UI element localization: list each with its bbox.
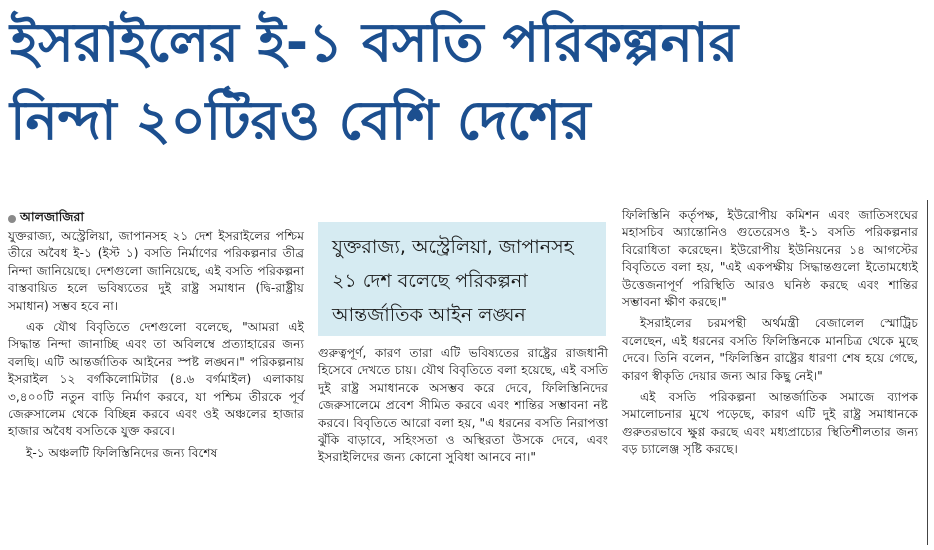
article-column-2 [318, 345, 608, 471]
paragraph: ফিলিস্তিনি কর্তৃপক্ষ, ইউরোপীয় কমিশন এবং জাতিসংঘের মহাসচিব অ্যান্তোনিও গুতেরেসও ই-১ বসতি পরিকল্পনার বিরোধিতা করেছেন। ইউরোপীয় ইউনিয়নের ১৪ আগস্টের বিবৃতিতে বলা হয়, "এই একপক্ষীয় সিদ্ধান্তগুলো ইতোমধ্যেই উত্তেজনাপূর্ণ পরিস্থিতি আরও ঘনিষ্ঠ করছে এবং শান্তির সম্ভাবনা ক্ষীণ করছে।" [622, 208, 918, 310]
headline-line-2: নিন্দা ২০টিরও বেশি দেশের [10, 89, 591, 153]
bullet-icon [8, 215, 16, 223]
headline-line-1: ইসরাইলের ই-১ বসতি পরিকল্পনার [10, 11, 739, 74]
column-divider [927, 200, 928, 545]
headline [10, 4, 924, 161]
paragraph: এক যৌথ বিবৃতিতে দেশগুলো বলেছে, "আমরা এই সিদ্ধান্ত নিন্দা জানাচ্ছি এবং তা অবিলম্বে প্রত্যাহারের জন্য বলছি। এটি আন্তর্জাতিক আইনের স্পষ্ট লঙ্ঘন।" পরিকল্পনায় ইসরাইল ১২ বর্গকিলোমিটার (৪.৬ বর্গমাইল) এলাকায় ৩,৪০০টি নতুন বাড়ি নির্মাণ করবে, যা পশ্চিম তীরকে পূর্ব জেরুসালেম থেকে বিচ্ছিন্ন করবে এবং ওই অঞ্চলের হাজার হাজার অবৈধ বসতিকে যুক্ত করবে। [8, 320, 304, 439]
paragraph: গুরুত্বপূর্ণ, কারণ তারা এটি ভবিষ্যতের রাষ্ট্রের রাজধানী হিসেবে দেখতে চায়। যৌথ বিবৃতিতে বলা হয়েছে, এই বসতি দুই রাষ্ট্র সমাধানকে অসম্ভব করে দেবে, ফিলিস্তিনিদের জেরুসালেমে প্রবেশ সীমিত করবে এবং শান্তির সম্ভাবনা নষ্ট করবে। বিবৃতিতে আরো বলা হয়, "এ ধরনের বসতি নিরাপত্তা ঝুঁকি বাড়াবে, সহিংসতা ও অস্থিরতা উসকে দেবে, এবং ইসরাইলিদের জন্য কোনো সুবিধা আনবে না।" [318, 346, 608, 465]
paragraph: ই-১ অঞ্চলটি ফিলিস্তিনিদের জন্য বিশেষ [26, 445, 218, 460]
pull-quote-line-3: আন্তর্জাতিক আইন লঙ্ঘন [332, 304, 526, 326]
pull-quote [318, 222, 606, 336]
pull-quote-line-2: ২১ দেশ বলেছে পরিকল্পনা [332, 270, 528, 292]
pull-quote-line-1: যুক্তরাজ্য, অস্ট্রেলিয়া, জাপানসহ [332, 236, 574, 258]
article-column-3 [622, 207, 918, 463]
paragraph: ইসরাইলের চরমপন্থী অর্থমন্ত্রী বেজালেল স্মোট্রিচ বলেছেন, এই ধরনের বসতি ফিলিস্তিনকে মানচিত্র থেকে মুছে দেবে। তিনি বলেন, "ফিলিস্তিন রাষ্ট্রের ধারণা শেষ হয়ে গেছে, কারণ স্বীকৃতি দেয়ার জন্য আর কিছু নেই।" [622, 316, 918, 383]
paragraph: এই বসতি পরিকল্পনা আন্তর্জাতিক সমাজে ব্যাপক সমালোচনার মুখে পড়েছে, কারণ এটি দুই রাষ্ট্র সমাধানকে গুরুতরভাবে ক্ষুণ্ণ করছে এবং মধ্যপ্রাচ্যের স্থিতিশীলতার জন্য বড় চ্যালেঞ্জ সৃষ্টি করছে। [622, 390, 918, 457]
paragraph: যুক্তরাজ্য, অস্ট্রেলিয়া, জাপানসহ ২১ দেশ ইসরাইলের পশ্চিম তীরে অবৈধ ই-১ (ইস্ট ১) বসতি নির্মাণের পরিকল্পনার তীব্র নিন্দা জানিয়েছে। দেশগুলো জানিয়েছে, এই বসতি পরিকল্পনা বাস্তবায়িত হলে ভবিষ্যতের দুই রাষ্ট্র সমাধান (দ্বি-রাষ্ট্রীয় সমাধান) সম্ভব হবে না। [8, 229, 304, 313]
byline [8, 209, 84, 229]
article-column-1 [8, 228, 304, 466]
byline-source: আলজাজিরা [20, 209, 84, 224]
